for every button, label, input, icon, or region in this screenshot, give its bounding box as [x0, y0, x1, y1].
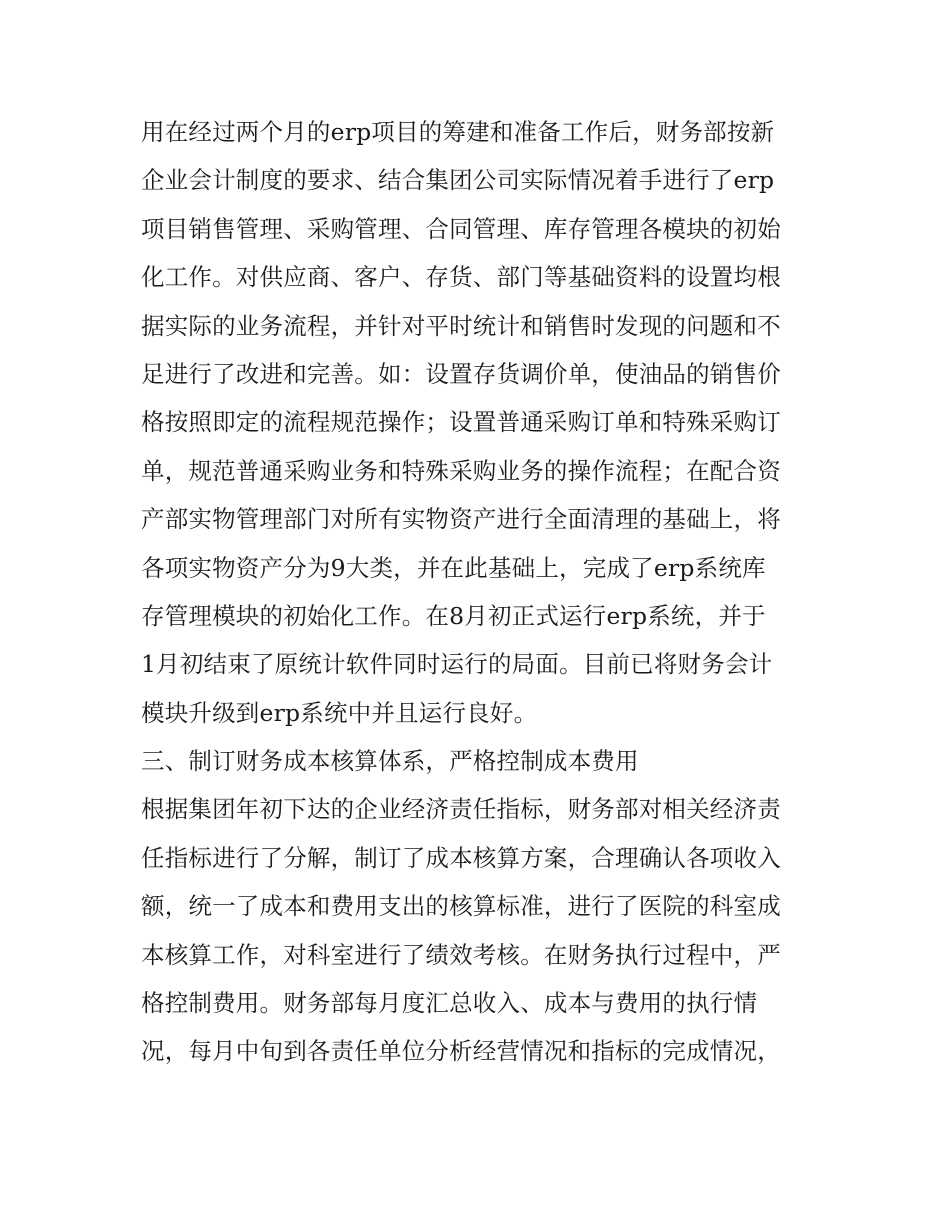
paragraph-line-1: 用在经过两个月的erp项目的筹建和准备工作后，财务部按新 — [141, 118, 775, 146]
paragraph-line-2: 企业会计制度的要求、结合集团公司实际情况着手进行了erp — [141, 166, 775, 195]
paragraph-line-4: 化工作。对供应商、客户、存货、部门等基础资料的设置均根 — [141, 263, 781, 292]
paragraph-line-15: 根据集团年初下达的企业经济责任指标，财务部对相关经济责 — [141, 795, 781, 824]
paragraph-line-13: 模块升级到erp系统中并且运行良好。 — [141, 698, 538, 727]
paragraph-line-17: 额，统一了成本和费用支出的核算标准，进行了医院的科室成 — [141, 892, 781, 921]
paragraph-line-18: 本核算工作，对科室进行了绩效考核。在财务执行过程中，严 — [141, 940, 781, 969]
section-heading: 三、制订财务成本核算体系，严格控制成本费用 — [141, 747, 639, 776]
paragraph-line-12: 1月初结束了原统计软件同时运行的局面。目前已将财务会计 — [141, 650, 773, 679]
paragraph-line-20: 况，每月中旬到各责任单位分析经营情况和指标的完成情况， — [141, 1037, 781, 1066]
paragraph-line-5: 据实际的业务流程，并针对平时统计和销售时发现的问题和不 — [141, 311, 781, 340]
document-body — [141, 108, 821, 1076]
paragraph-line-8: 单，规范普通采购业务和特殊采购业务的操作流程；在配合资 — [141, 456, 781, 485]
paragraph-line-9: 产部实物管理部门对所有实物资产进行全面清理的基础上，将 — [141, 505, 781, 534]
paragraph-line-19: 格控制费用。财务部每月度汇总收入、成本与费用的执行情 — [141, 989, 758, 1018]
paragraph-line-7: 格按照即定的流程规范操作；设置普通采购订单和特殊采购订 — [141, 408, 781, 437]
paragraph-line-11: 存管理模块的初始化工作。在8月初正式运行erp系统，并于 — [141, 601, 766, 630]
paragraph-line-16: 任指标进行了分解，制订了成本核算方案，合理确认各项收入 — [141, 843, 781, 872]
paragraph-line-10: 各项实物资产分为9大类，并在此基础上，完成了erp系统库 — [141, 553, 766, 582]
paragraph-line-6: 足进行了改进和完善。如：设置存货调价单，使油品的销售价 — [141, 359, 781, 388]
paragraph-line-3: 项目销售管理、采购管理、合同管理、库存管理各模块的初始 — [141, 214, 781, 243]
